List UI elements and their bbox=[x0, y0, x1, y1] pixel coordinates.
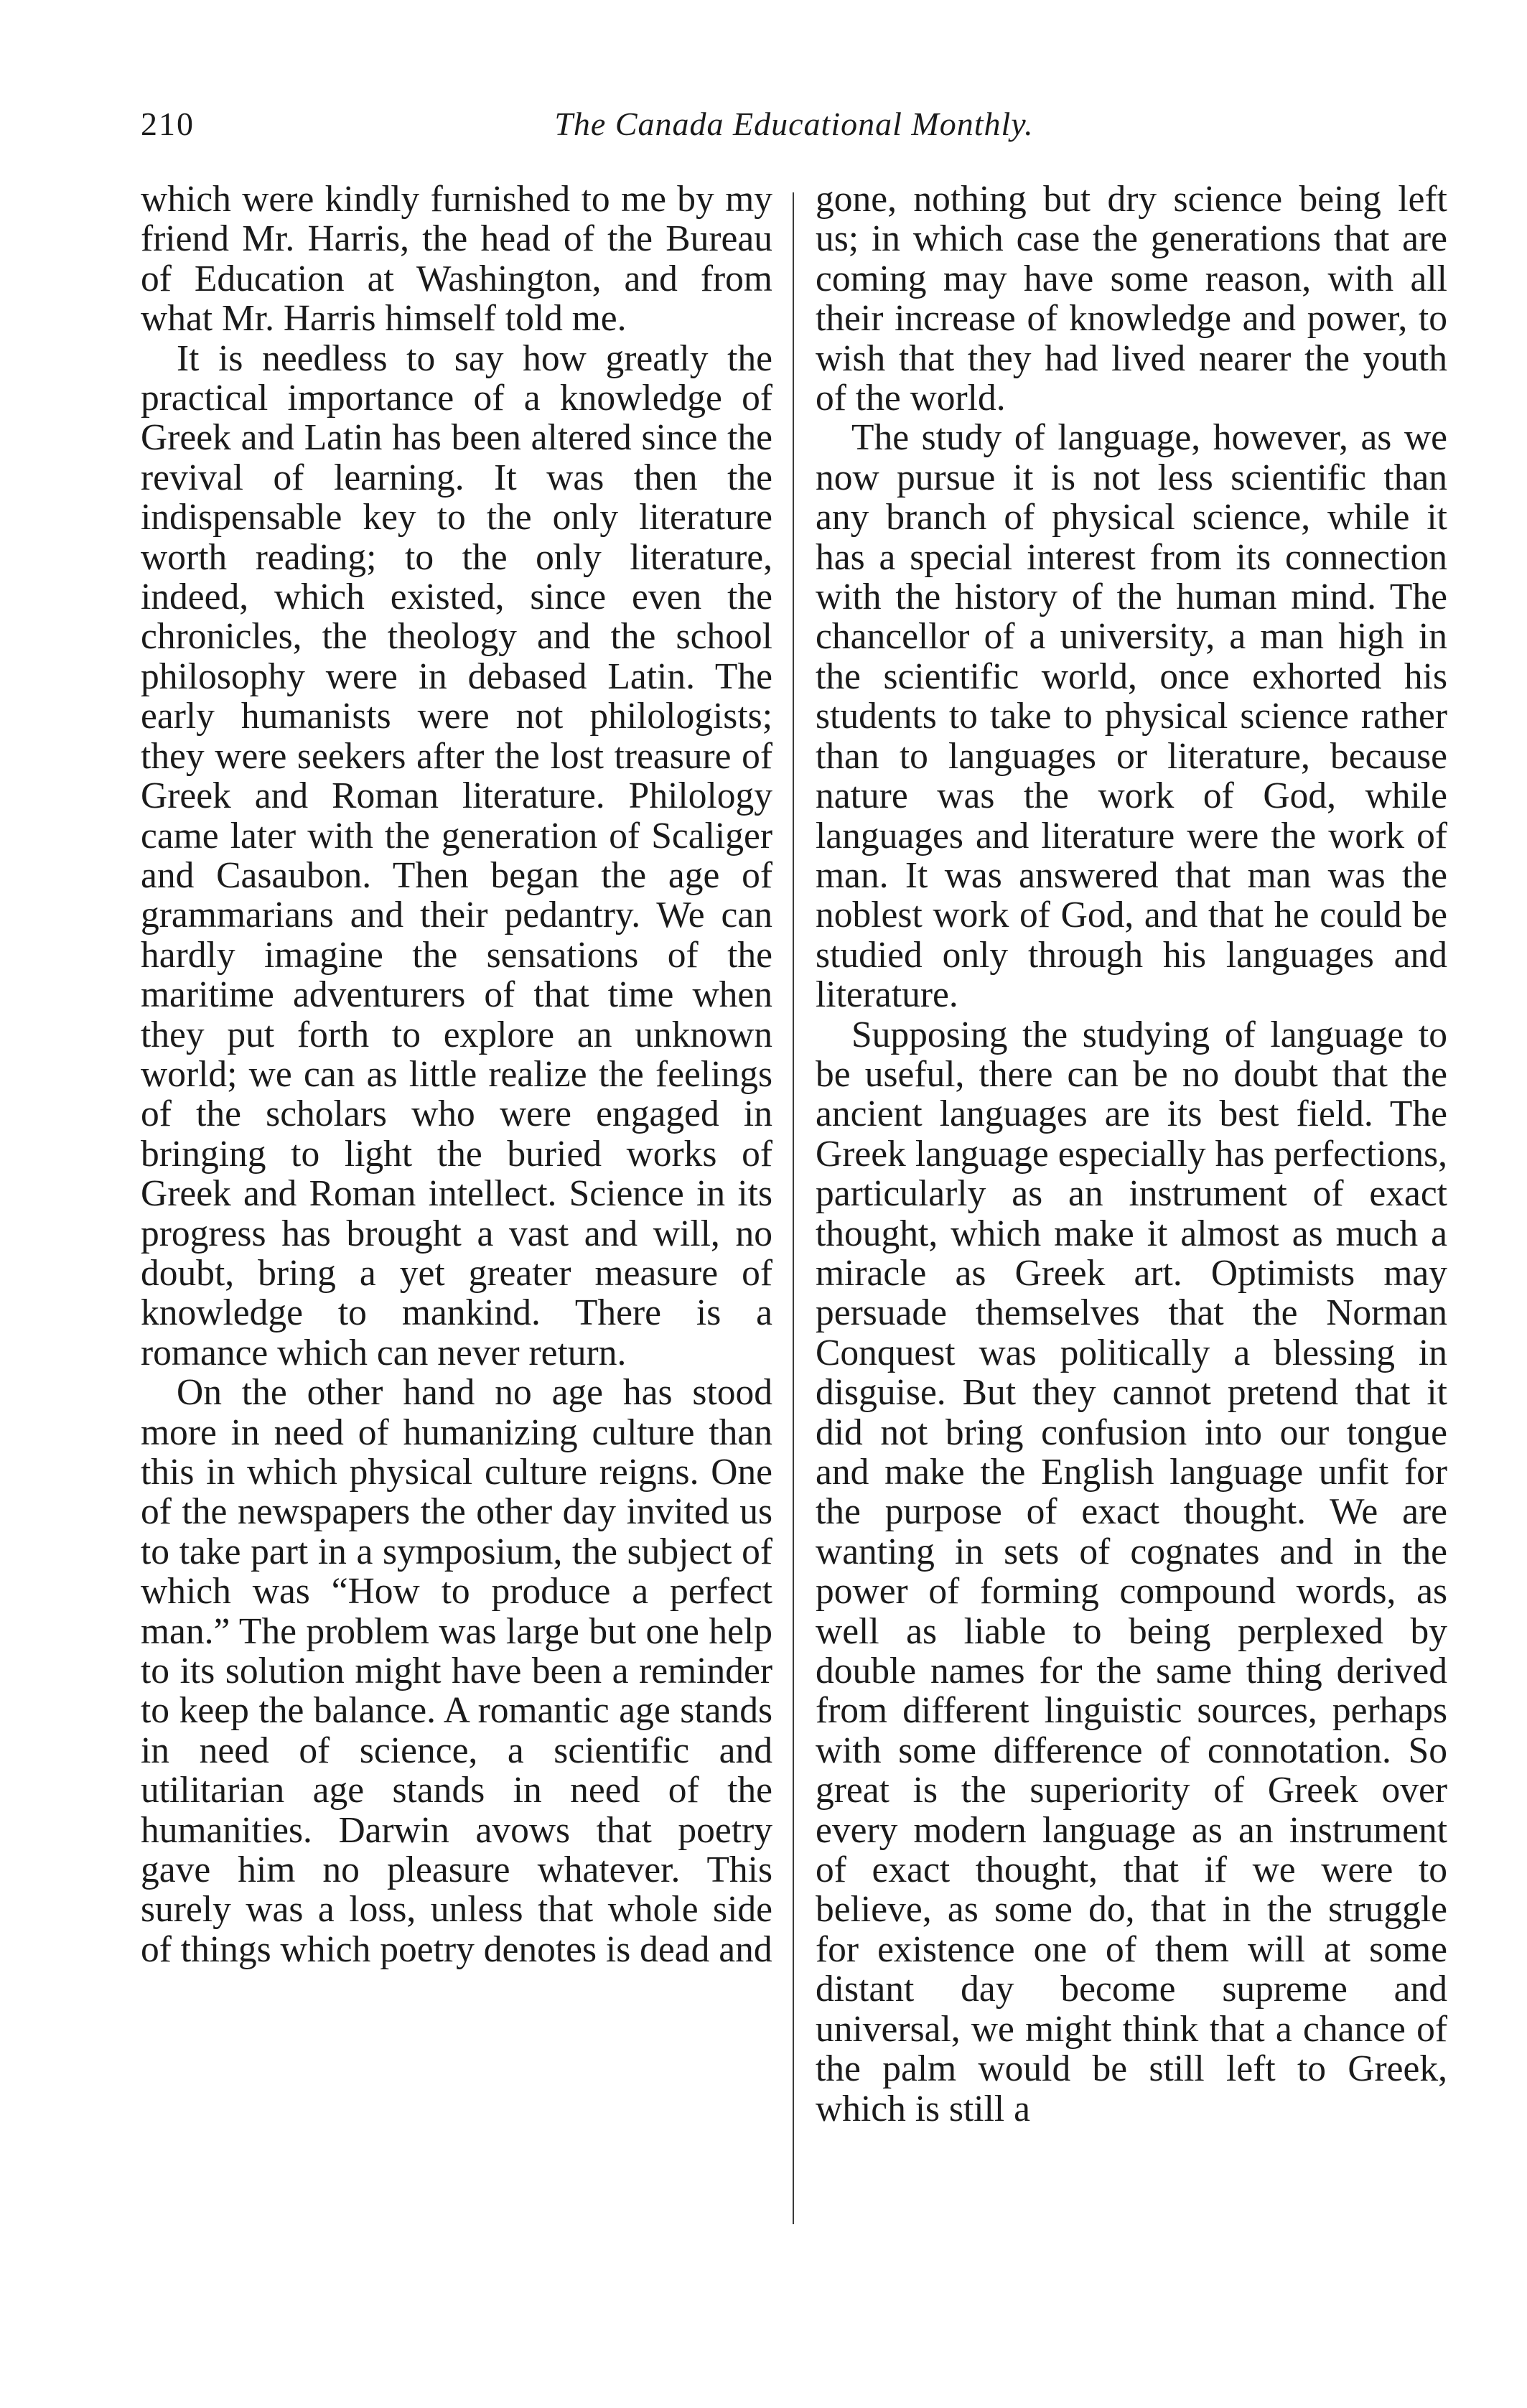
right-column bbox=[816, 179, 1447, 2129]
left-paragraph-3: On the other hand no age has stood more in need of humanizing culture than this in which physical culture reigns. One of the newspapers the other day invited us to take part in a symposium, the subject of which was “How to produce a perfect man.” The problem was large but one help to its solution might have been a reminder to keep the balance. A romantic age stands in need of science, a scientific and utilitarian age stands in need of the humanities. Darwin avows that poetry gave him no pleasure whatever. This surely was a loss, unless that whole side of things which poetry denotes is dead and bbox=[141, 1372, 772, 1970]
left-column bbox=[141, 179, 772, 1969]
right-paragraph-2: The study of language, however, as we now pursue it is not less scientific than any branch of physical science, while it has a special interest from its connection with the history of the human mind. The chancellor of a university, a man high in the scientific world, once exhorted his students to take to physical science rather than to languages or literature, because nature was the work of God, while languages and literature were the work of man. It was answered that man was the noblest work of God, and that he could be studied only through his languages and literature. bbox=[816, 417, 1447, 1016]
running-head bbox=[141, 99, 1404, 149]
column-divider bbox=[793, 192, 794, 2224]
page-number: 210 bbox=[141, 106, 195, 142]
journal-title: The Canada Educational Monthly. bbox=[554, 106, 1034, 142]
right-paragraph-1: gone, nothing but dry science being left us; in which case the generations that are coming may have some reason, with all their increase of knowledge and power, to wish that they had lived nearer the youth of the world. bbox=[816, 179, 1447, 419]
right-paragraph-3: Supposing the studying of language to be useful, there can be no doubt that the ancient languages are its best field. The Greek language especially has perfections, particularly as an instrument of exact thought, which make it almost as much a miracle as Greek art. Optimists may persuade themselves that the Norman Conquest was politically a blessing in disguise. But they cannot pretend that it did not bring confusion into our tongue and make the English language unfit for the purpose of exact thought. We are wanting in sets of cognates and in the power of forming compound words, as well as liable to being perplexed by double names for the same thing derived from different linguistic sources, perhaps with some difference of connotation. So great is the superiority of Greek over every modern language as an instrument of exact thought, that if we were to believe, as some do, that in the struggle for existence one of them will at some distant day become supreme and universal, we might think that a chance of the palm would be still left to Greek, which is still a bbox=[816, 1014, 1447, 2129]
left-paragraph-2: It is needless to say how greatly the practical importance of a knowledge of Greek and Latin has been altered since the revival of learning. It was then the indispensable key to the only literature worth reading; to the only literature, indeed, which existed, since even the chronicles, the theology and the school philosophy were in debased Latin. The early humanists were not philologists; they were seekers after the lost treasure of Greek and Roman literature. Philology came later with the generation of Scaliger and Casaubon. Then began the age of grammarians and their pedantry. We can hardly imagine the sensations of the maritime adventurers of that time when they put forth to explore an unknown world; we can as little realize the feelings of the scholars who were engaged in bringing to light the buried works of Greek and Roman intellect. Science in its progress has brought a vast and will, no doubt, bring a yet greater measure of knowledge to mankind. There is a romance which can never return. bbox=[141, 337, 772, 1373]
left-paragraph-1: which were kindly furnished to me by my friend Mr. Harris, the head of the Bureau of Education at Washington, and from what Mr. Harris himself told me. bbox=[141, 179, 772, 340]
